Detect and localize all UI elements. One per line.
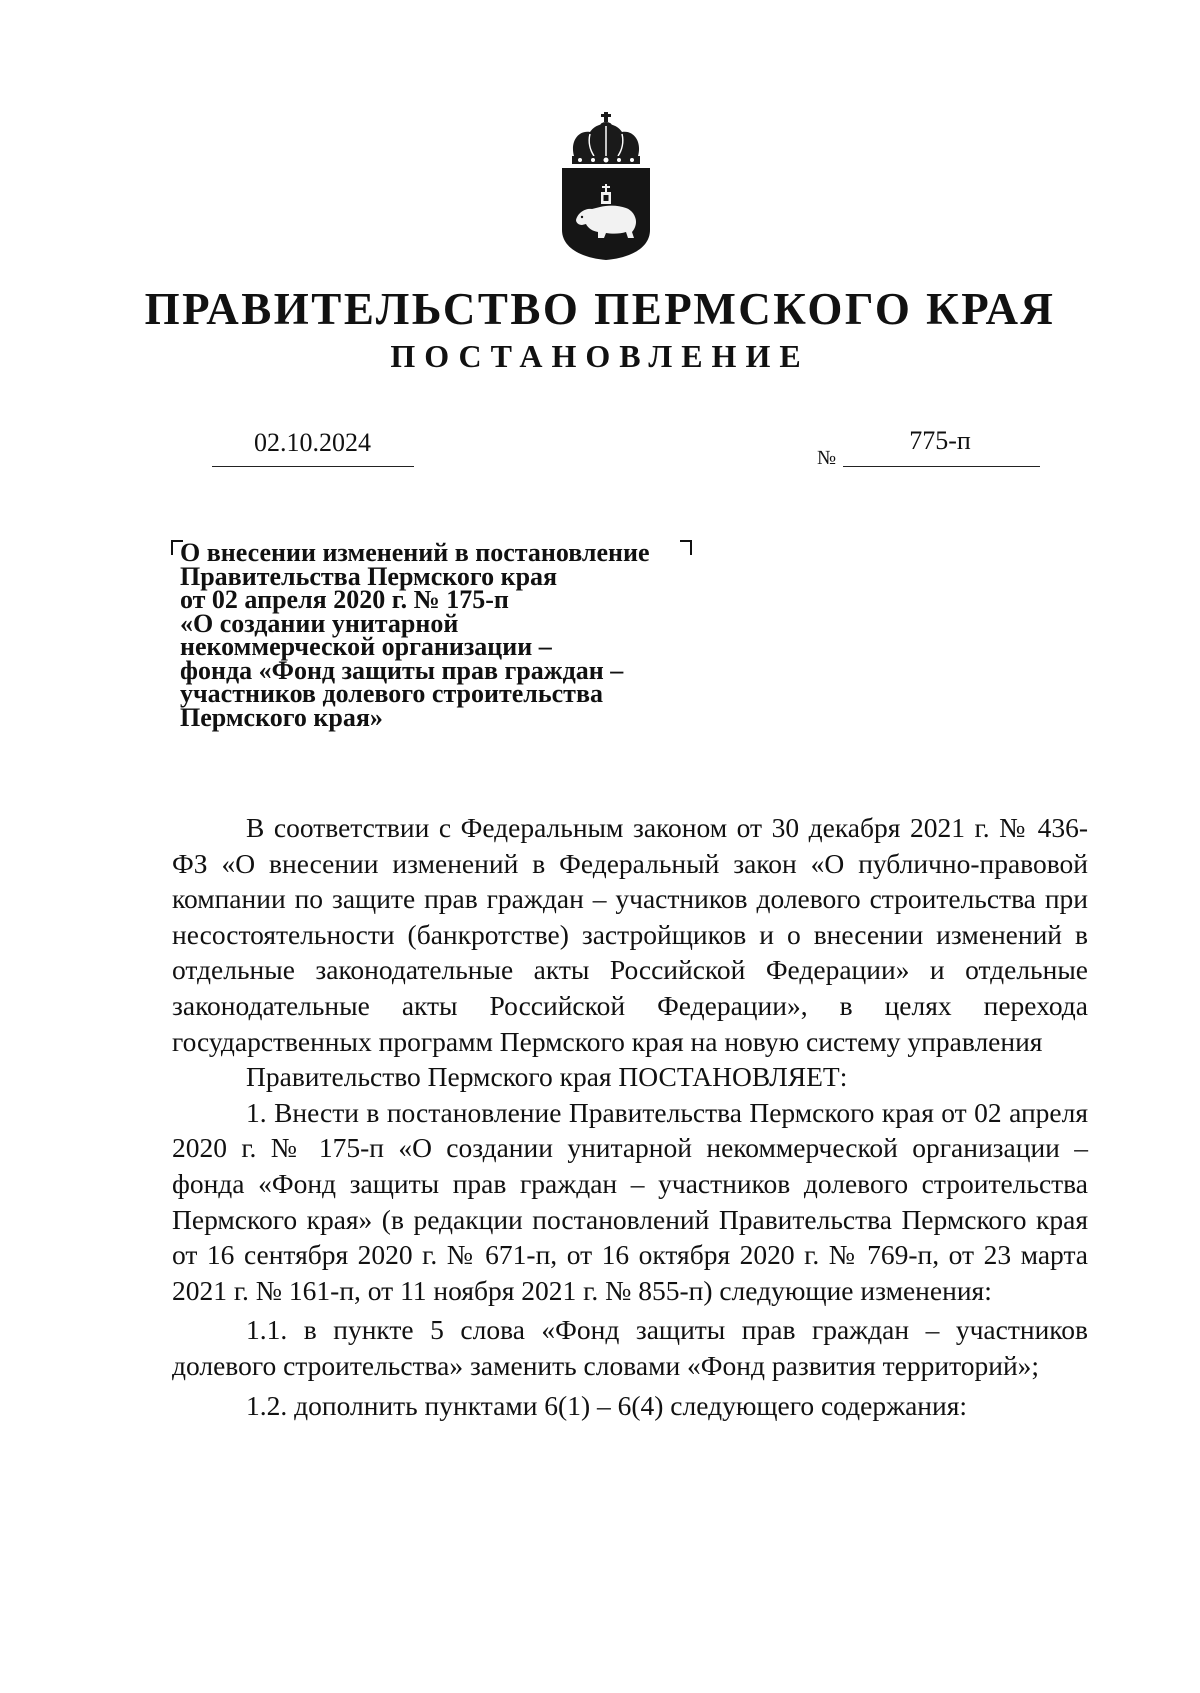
subject-line: некоммерческой организации – bbox=[180, 632, 552, 661]
organization-title: ПРАВИТЕЛЬСТВО ПЕРМСКОГО КРАЯ bbox=[144, 284, 1056, 334]
document-date: 02.10.2024 bbox=[254, 428, 371, 457]
document-type-title: ПОСТАНОВЛЕНИЕ bbox=[390, 338, 810, 374]
item-1-paragraph: 1. Внести в постановление Правительства Пермского края от 02 апреля 2020 г. № 175-п «О создании унитарной некоммерческой организации – фонда «Фонд защиты прав граждан – участников долевого строительства Пермского края» (в редакции постановлений Правительства Пермского края от 16 сентября 2020 г. № 671-п, от 16 октября 2020 г. № 769-п, от 23 марта 2021 г. № 161-п, от 11 ноября 2021 г. № 855-п) следующие изменения: bbox=[172, 1096, 1088, 1306]
subject-line: от 02 апреля 2020 г. № 175-п bbox=[180, 585, 509, 614]
crown-icon bbox=[572, 112, 640, 164]
document-number: 775-п bbox=[909, 426, 971, 455]
item-1-1-paragraph: 1.1. в пункте 5 слова «Фонд защиты прав граждан – участников долевого строительства» заменить словами «Фонд развития территорий»; bbox=[172, 1314, 1088, 1381]
item-1-2-paragraph: 1.2. дополнить пунктами 6(1) – 6(4) следующего содержания: bbox=[246, 1389, 968, 1421]
coat-of-arms-icon bbox=[560, 112, 652, 262]
preamble-paragraph: В соответствии с Федеральным законом от 30 декабря 2021 г. № 436-ФЗ «О внесении изменений в Федеральный закон «О публично-правовой компании по защите прав граждан – участников долевого строительства при несостоятельности (банкротстве) застройщиков и о внесении изменений в отдельные законодательные акты Российской Федерации» и отдельные законодательные акты Российской Федерации», в целях перехода государственных программ Пермского края на новую систему управления bbox=[172, 812, 1088, 1057]
number-label: № bbox=[817, 447, 837, 469]
subject-line: участников долевого строительства bbox=[180, 679, 603, 708]
number-underline bbox=[843, 466, 1040, 467]
subject-line: фонда «Фонд защиты прав граждан – bbox=[180, 655, 624, 685]
document-subject bbox=[180, 538, 740, 732]
perm-krai-emblem-svg bbox=[560, 112, 652, 262]
gospel-cross-icon bbox=[601, 184, 611, 204]
subject-line: Правительства Пермского края bbox=[180, 561, 558, 591]
subject-line: О внесении изменений в постановление bbox=[180, 538, 650, 567]
resolution-paragraph: Правительство Пермского края ПОСТАНОВЛЯЕТ: bbox=[246, 1061, 848, 1093]
subject-line: «О создании унитарной bbox=[180, 608, 459, 638]
document-body bbox=[172, 810, 1088, 1423]
date-underline bbox=[212, 466, 414, 467]
subject-line: Пермского края» bbox=[180, 702, 383, 732]
